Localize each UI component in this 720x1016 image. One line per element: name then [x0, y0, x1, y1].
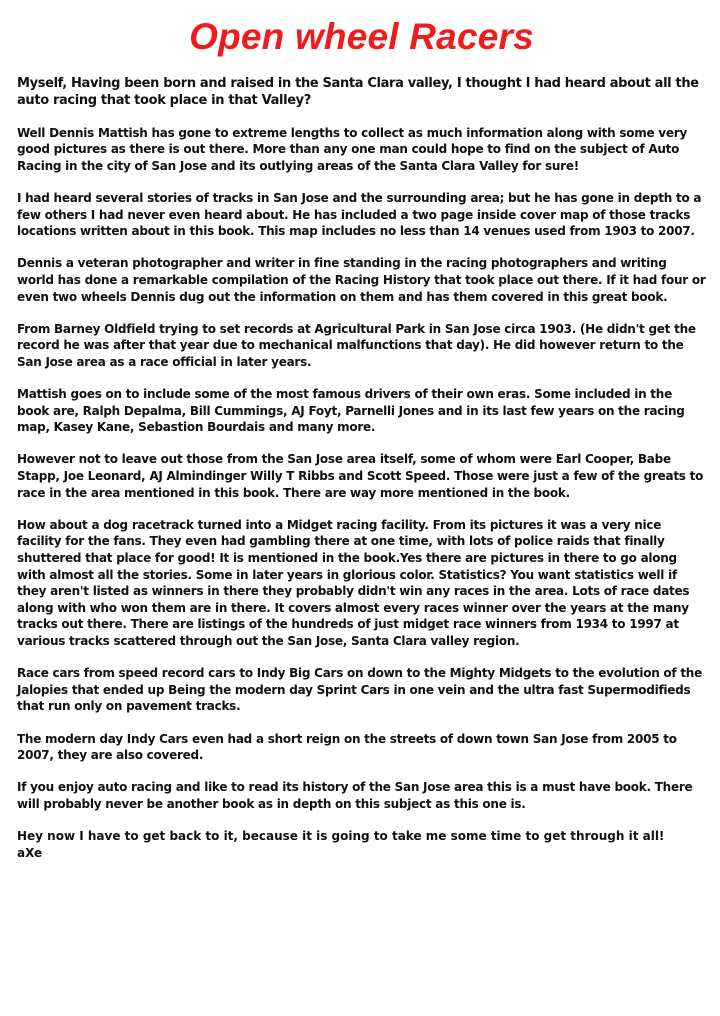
- paragraph-intro: Myself, Having been born and raised in the Santa Clara valley, I thought I had heard about all the auto racing that took place in that Valley?: [17, 76, 699, 108]
- paragraph-dog-racetrack: How about a dog racetrack turned into a Midget racing facility. From its pictures it was a very nice facility for the fans. They even had gambling there at one time, with lots of police raids that finally shuttered that place for good! It is mentioned in the book.Yes there are pictures in there to go along with almost all the stories. Some in later years in glorious color. Statistics? You want statistics well if they aren't listed as winners in there they probably didn't win any races in the area. Lots of race dates along with who won them are in there. It covers almost every races winner over the years at the many tracks out there. There are listings of the hundreds of just midget race winners from 1934 to 1997 at various tracks scattered through out the San Jose, Santa Clara valley region.: [17, 517, 690, 648]
- article-body: [17, 75, 706, 861]
- paragraph-local-drivers: However not to leave out those from the San Jose area itself, some of whom were Earl Cooper, Babe Stapp, Joe Leonard, AJ Almindinger Willy T Ribbs and Scott Speed. Those were just a few of the greats to race in the area mentioned in this book. There are way more mentioned in the book.: [17, 452, 704, 500]
- paragraph-recommendation: If you enjoy auto racing and like to read its history of the San Jose area this is a must have book. There will probably never be another book as in depth on this subject as this one is.: [17, 780, 693, 811]
- paragraph-dennis-photographer: Dennis a veteran photographer and writer in fine standing in the racing photographers and writing world has done a remarkable compilation of the Racing History that took place out there. If it had four or even two wheels Dennis dug out the information on them and has them covered in this great book.: [17, 256, 706, 304]
- paragraph-race-cars: Race cars from speed record cars to Indy Big Cars on down to the Mighty Midgets to the evolution of the Jalopies that ended up Being the modern day Sprint Cars in one vein and the ultra fast Supermodifieds that run only on pavement tracks.: [17, 666, 702, 714]
- closing-line: Hey now I have to get back to it, because it is going to take me some time to get through it all!: [17, 829, 665, 844]
- paragraph-indy-cars: The modern day Indy Cars even had a short reign on the streets of down town San Jose from 2005 to 2007, they are also covered.: [17, 731, 677, 763]
- paragraph-famous-drivers: Mattish goes on to include some of the most famous drivers of their own eras. Some included in the book are, Ralph Depalma, Bill Cummings, AJ Foyt, Parnelli Jones and in its last few years on the racing map, Kasey Kane, Sebastion Bourdais and many more.: [17, 387, 685, 435]
- paragraph-tracks-map: I had heard several stories of tracks in San Jose and the surrounding area; but he has gone in depth to a few others I had never even heard about. He has included a two page inside cover map of those tracks locations written about in this book. This map includes no less than 14 venues used from 1903 to 2007.: [17, 190, 702, 239]
- paragraph-mattish-research: Well Dennis Mattish has gone to extreme lengths to collect as much information along with some very good pictures as there is out there. More than any one man could hope to find on the subject of Auto Racing in the city of San Jose and its outlying areas of the Santa Clara Valley for sure!: [17, 125, 687, 173]
- signature: aXe: [17, 845, 43, 860]
- paragraph-barney-oldfield: From Barney Oldfield trying to set records at Agricultural Park in San Jose circa 1903. (He didn't get the record he was after that year due to mechanical malfunctions that day). He did however return to the San Jose area as a race official in later years.: [17, 321, 696, 369]
- article-title: Open wheel Racers: [189, 16, 534, 57]
